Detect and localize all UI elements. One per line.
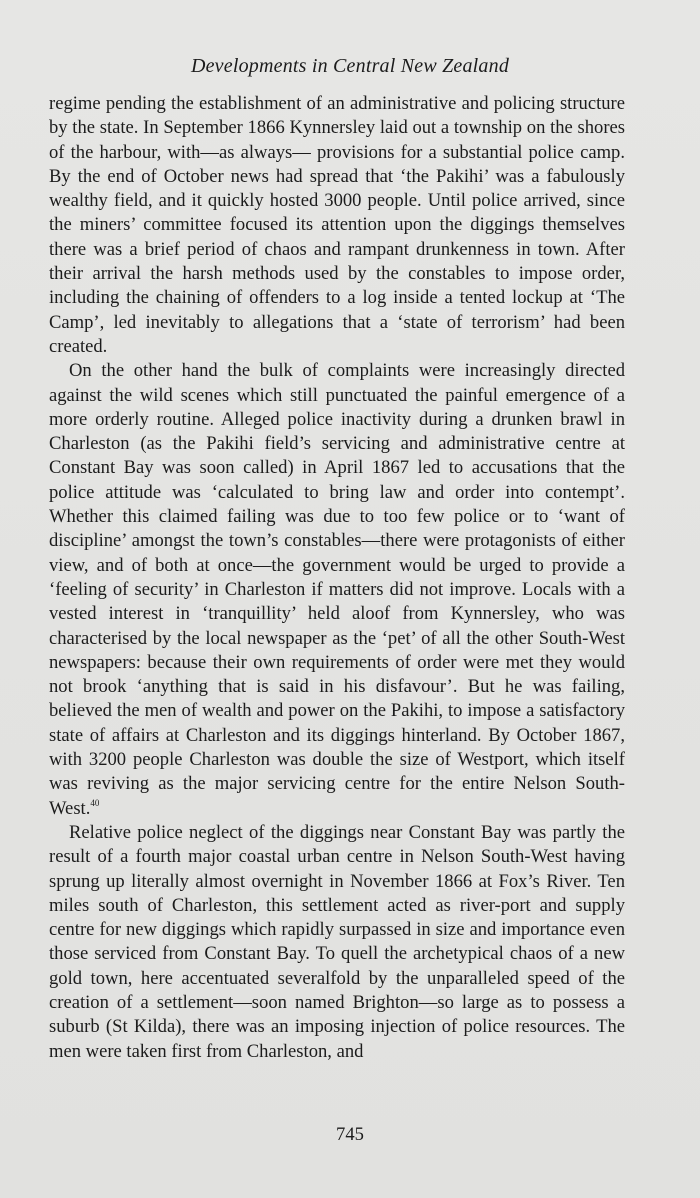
footnote-marker: 40 <box>90 797 100 808</box>
page-number: 745 <box>336 1124 364 1145</box>
running-head: Developments in Central New Zealand <box>190 55 510 77</box>
paragraph-2-text: On the other hand the bulk of complaints were increasingly directed against the wild scenes which still punctuated the painful emergence of a more orderly routine. Alleged police inactivity during a drunken brawl in Charleston (as the Pakihi field’s servicing and administrative centre at Constant Bay was soon called) in April 1867 led to accusations that the police attitude was ‘calculated to bring law and order into contempt’. Whether this claimed failing was due to too few police or to ‘want of discipline’ amongst the town’s constables—there were protagonists of either view, and of both at once—the government would be urged to provide a ‘feeling of security’ in Charleston if matters did not improve. Locals with a vested interest in ‘tranquillity’ held aloof from Kynnersley, who was characterised by the local newspaper as the ‘pet’ of all the other South-West newspapers: because their own requirements of order were met they would not brook ‘anything that is said in his disfavour’. But he was failing, believed the men of wealth and power on the Pakihi, to impose a satisfactory state of affairs at Charleston and its diggings hinterland. By October 1867, with 3200 people Charleston was double the size of Westport, which itself was reviving as the major servicing centre for the entire Nelson South-West. <box>49 360 625 819</box>
paragraph-1: regime pending the establishment of an administrative and policing structure by the state. In September 1866 Kynnersley laid out a township on the shores of the harbour, with—as always— provisions for a substantial police camp. By the end of October news had spread that ‘the Pakihi’ was a fabulously wealthy field, and it quickly hosted 3000 people. Until police arrived, since the miners’ committee focused its attention upon the diggings themselves there was a brief period of chaos and rampant drunkenness in town. After their arrival the harsh methods used by the constables to impose order, including the chaining of offenders to a log inside a tented lockup at ‘The Camp’, led inevitably to allegations that a ‘state of terrorism’ had been created. <box>49 93 625 357</box>
paragraph-3: Relative police neglect of the diggings near Constant Bay was partly the result of a fourth major coastal urban centre in Nelson South-West having sprung up literally almost overnight in November 1866 at Fox’s River. Ten miles south of Charleston, this settlement acted as river-port and supply centre for new diggings which rapidly surpassed in size and importance even those serviced from Constant Bay. To quell the archetypical chaos of a new gold town, here accentuated severalfold by the unparalleled speed of the creation of a settlement—soon named Brighton—so large as to possess a suburb (St Kilda), there was an imposing injection of police resources. The men were taken first from Charleston, and <box>49 821 625 1062</box>
paragraph-2 <box>49 359 625 821</box>
body-text <box>49 92 625 1064</box>
